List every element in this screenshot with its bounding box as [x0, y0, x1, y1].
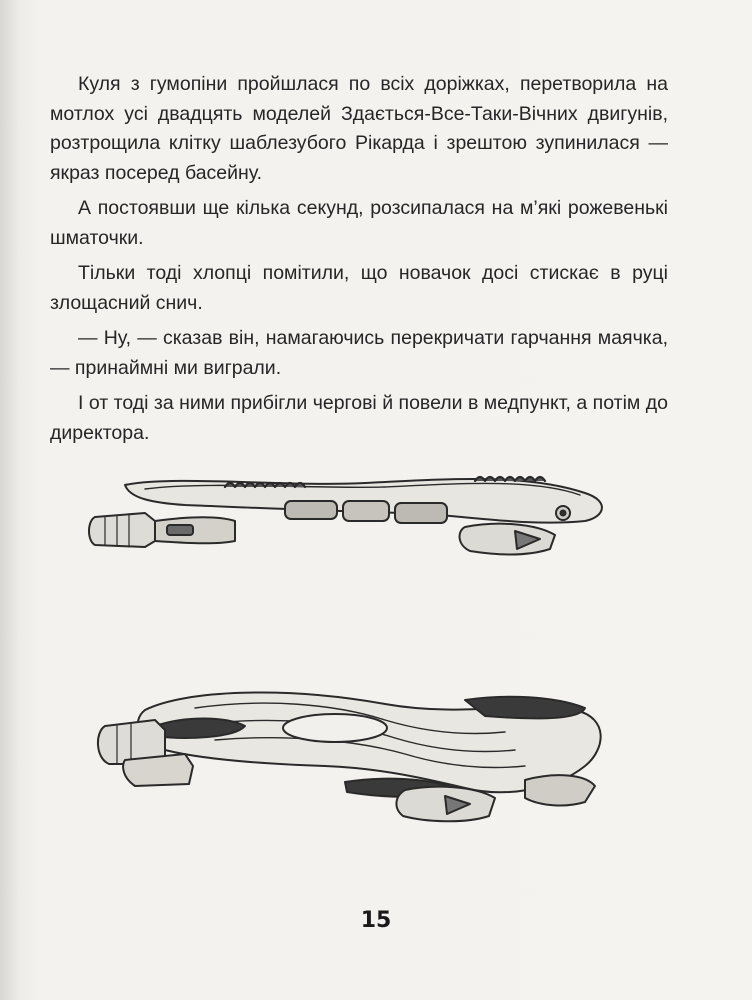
page-number: 15 [360, 908, 392, 933]
paragraph-1: Куля з гумопіни пройшлася по всіх доріжках, перетворила на мотлох усі двадцять моделей Здається-Все-Таки-Вічних двигунів, розтрощила клітку шаблезубого Рікарда і зрештою зупинилася — якраз посеред басейну. [50, 73, 668, 184]
paragraph-2: А постоявши ще кілька секунд, розсипалася на м’які рожевенькі шматочки. [50, 197, 668, 249]
paragraph-5: І от тоді за ними прибігли чергові й повели в медпункт, а потім до директора. [50, 392, 668, 444]
body-text [50, 70, 668, 454]
hoverboard-illustration [85, 465, 625, 845]
paragraph-4: — Ну, — сказав він, намагаючись перекричати гарчання маячка, — принаймні ми виграли. [50, 327, 668, 379]
side-view-board [89, 477, 602, 555]
paragraph-3: Тільки тоді хлопці помітили, що новачок досі стискає в руці злощасний снич. [50, 262, 668, 314]
perspective-view-board [98, 693, 601, 822]
